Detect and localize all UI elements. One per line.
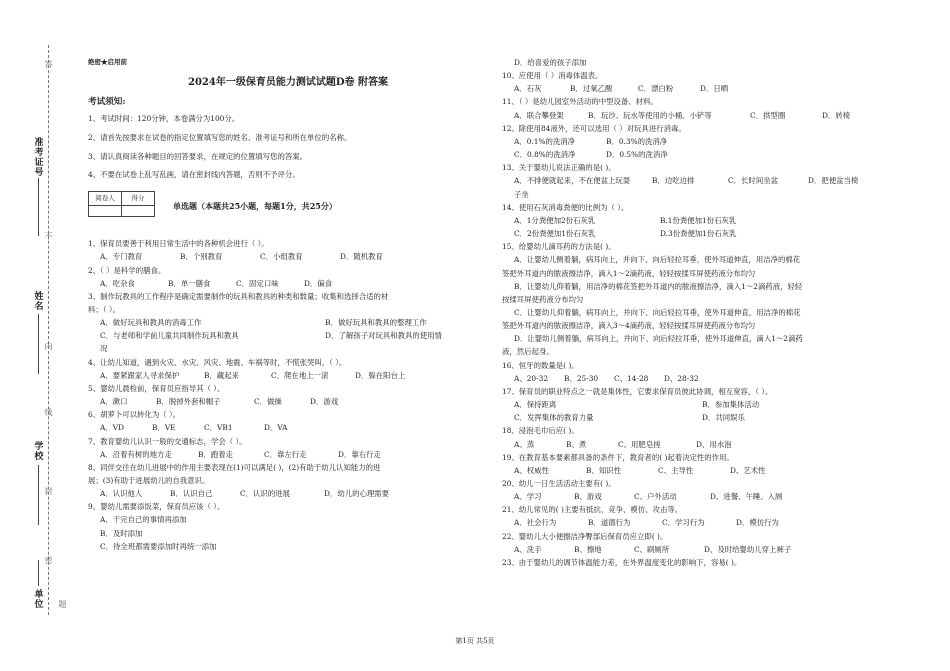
answer-option: B．道德行为 [588,518,631,528]
school-blank [38,465,39,525]
answer-option: D．VA [264,423,288,433]
answer-text: 况 [100,344,108,354]
question-text: 23、由于婴幼儿的调节体温能力差，在外界温度变化的影响下，容易( )。 [502,557,742,567]
answer-options [502,490,922,503]
secret-mark: 绝密★启用前 [88,58,127,66]
seal-mark: 密 [44,556,53,565]
score-cell [122,206,155,217]
name-blank [38,314,39,374]
question-text: 21、幼儿常见的( )主要有抵抗、竞争、模仿、攻击等。 [502,505,683,515]
answer-option: D、及时给婴幼儿穿上裤子 [704,544,792,554]
answer-option: D.3份粪便加1份石灰乳 [660,229,737,239]
question-text: 18、浸泡毛巾后应( )。 [502,426,579,436]
answer-option: D．躲在阳台上 [355,370,406,380]
binding-margin [0,0,75,671]
answer-option: D．靠右行走 [338,449,381,459]
answer-option: C．长时间坐盆 [728,176,778,186]
question-text: 料；（ ）。 [88,304,120,314]
grader-header: 阅卷人 [89,192,122,206]
score-table [88,191,155,217]
answer-option: C．与老师和学前儿童共同制作玩具和教具 [100,331,239,341]
answer-option: A．漱口 [100,397,128,407]
answer-option: C．0.8%的洗消净 [514,150,576,160]
answer-options [502,135,922,148]
answer-text: C．让婴幼儿仰着躺，病耳向上，并向下、向后轻拉耳垂，使外耳道伸直，用洁净的棉花 [514,307,801,317]
answer-options [88,316,488,329]
seal-mark: 题 [58,600,67,609]
answer-option: C、户外活动 [634,492,677,502]
question-text: 液，然后起身。 [502,347,554,357]
exam-number-blank [38,178,39,236]
answer-option: D、28-32 [664,373,699,383]
answer-option: B、擦地 [574,544,602,554]
answer-option: C．发挥集体的教育力量 [514,413,594,423]
answer-option: D．偏食 [304,278,333,288]
answer-option: A．保持距离 [514,400,557,410]
answer-text: D．让婴幼儿侧着躺，病耳向上，并向下、向后轻拉耳垂，使外耳道伸直，滴入1～2滴药 [514,334,803,344]
question-text: 12、除使用84液外，还可以选用（ ）对玩具进行消毒。 [502,123,686,133]
answer-options [502,543,922,556]
answer-option: B．藏起来 [204,370,239,380]
answer-option: C．VB1 [204,423,233,433]
answer-option: B、煮 [566,439,587,449]
answer-option: D．共同娱乐 [702,413,745,423]
answer-option: C．小组教育 [260,252,303,262]
question-text: 签把外耳道内的脓液擦洁净，滴入3～4滴药液，轻轻按揉耳屏使药液分布均匀 [502,321,756,331]
question-text: 17、保育员的职业特点之一就是集体性，它要求保育员彼此协调，相互宽容，（ ）。 [502,386,773,396]
answer-option: A、权威性 [514,465,549,475]
answer-option: D．随机教育 [340,252,383,262]
right-questions [502,56,922,569]
question-text: 19、在教育基本要素都具备的条件下，教育者的( )起着决定性的作用。 [502,452,734,462]
answer-options [88,421,488,434]
answer-option: D．日晒 [700,84,729,94]
answer-option: C．漂白粉 [638,84,674,94]
answer-option: B．边吃边排 [652,176,695,186]
answer-option: C．做操 [254,397,282,407]
answer-option: A、洗手 [514,544,542,554]
answer-option: C、主导性 [658,465,694,475]
instruction: 4、不要在试卷上乱写乱画，请在密封线内答题，否则不予评分。 [88,170,300,180]
page-title: 2024年一级保育员能力测试试题D卷 附答案 [188,77,388,88]
answer-option: B．做好玩具和教具的整理工作 [325,318,427,328]
answer-option: D．幼儿的心理需要 [324,489,390,499]
question-text: 7、教育婴幼儿认识一般的交通标志，学会（ ）。 [88,436,247,446]
answer-option: A．联合攀登架 [514,110,564,120]
question-text: 16、恒牙的数量是( )。 [502,360,579,370]
seal-mark: 线 [44,408,53,417]
seal-mark: 内 [44,342,53,351]
answer-options [88,369,488,382]
answer-text: A．干完自己的事情再添加 [100,515,187,525]
answer-option: D、用水泡 [696,439,732,449]
answer-options [502,148,922,161]
answer-option: B、游戏 [574,492,602,502]
answer-option: A．社会行为 [514,518,557,528]
answer-options [88,448,488,461]
answer-options [502,411,922,424]
answer-options [88,277,488,290]
answer-options [502,516,922,529]
unit-label: 单位 [34,590,44,610]
answer-option: D．把便盆当椅 [808,176,859,186]
answer-text: D．给喜爱的孩子添加 [514,58,587,67]
answer-option: A、蒸 [514,439,535,449]
question-text: 10、应使用（ ）消毒体温表。 [502,71,603,81]
answer-options [88,329,488,342]
question-text: 8、同伴交往在幼儿进展中的作用主要表现在(1)可以满足( )，(2)有助于幼儿认知能力的进 [88,462,381,472]
question-text: 15、给婴幼儿滴耳药的方法是( )。 [502,242,616,252]
seal-line [48,45,49,615]
seal-mark: 不 [44,232,53,241]
answer-option: B．0.3%的洗消净 [606,136,668,146]
question-text: 20、幼儿一日生活活动主要有( )。 [502,479,616,488]
answer-option: A．沿着有树的地方走 [100,449,172,459]
grader-cell [89,206,122,217]
answer-option: A．VD [100,423,124,433]
answer-option: A．不排便就起来，不在便盆上玩耍 [514,176,631,186]
right-column [502,56,922,569]
section-title: 单选题（本题共25小题，每题1分，共25分） [173,201,337,212]
answer-option: D．游戏 [310,397,339,407]
answer-option: B．认识自己 [170,489,213,499]
answer-option: B、25-30 [564,373,599,383]
answer-option: C．固定口味 [236,278,279,288]
answer-options [502,398,922,411]
answer-text: B．让婴幼儿仰着躺，用洁净的棉花签把外耳道内的脓液擦洁净，滴入1～2滴药液，轻轻 [514,281,803,291]
answer-option: C．爬在地上一滚 [271,370,329,380]
score-header: 得分 [122,192,155,206]
question-text: 13、关于婴幼儿说法正确的是( )。 [502,163,616,173]
answer-option: C．2份粪便加1份石灰乳 [514,229,596,239]
instruction: 1、考试时间：120分钟，本卷满分为100分。 [88,114,240,123]
seal-mark: 封 [44,487,53,496]
answer-options [502,372,922,385]
answer-options [88,250,488,263]
instruction: 2、请首先按要求在试卷的指定位置填写您的姓名、准考证号和所在单位的名称。 [88,132,352,142]
answer-options [502,227,922,240]
answer-option: D．了解孩子对玩具和教具的使用情 [325,331,442,341]
answer-options [502,464,922,477]
seal-mark: 答 [44,60,53,69]
answer-options [88,487,488,500]
answer-option: B．过氧乙酸 [570,84,613,94]
name-label: 姓名 [34,292,44,312]
question-text: 6、胡萝卜可以转化为（ ）。 [88,410,181,420]
answer-options [88,395,488,408]
answer-option: D、艺术性 [730,465,766,475]
answer-option: A、20-32 [514,373,549,383]
instruction: 3、请认真阅读各种题目的回答要求，在规定的位置填写您的答案。 [88,151,308,161]
answer-option: A．专门教育 [100,252,143,262]
exam-number-label: 准考证号 [34,138,44,178]
answer-option: B．跑着走 [198,449,233,459]
question-text: 2、（ ）是科学的膳食。 [88,265,166,275]
answer-option: B．参加集体活动 [702,400,760,410]
answer-options [502,82,922,95]
answer-option: D、进餐、午睡、入厕 [710,492,783,502]
answer-option: B、知识性 [586,465,621,475]
answer-option: D．0.5%的洗消净 [606,150,668,160]
question-text: 3、制作玩教具的工作程序是确定需要制作的玩具和教具的种类和数量；收集和选择合适的材 [88,291,389,301]
answer-options [502,214,922,227]
answer-options [502,109,922,122]
answer-option: A．石灰 [514,84,542,94]
question-text: 1、保育员要善于利用日常生活中的各种机会进行（ ）。 [88,239,269,249]
answer-option: C、14-28 [614,373,649,383]
answer-option: B．VE [152,423,176,433]
answer-option: B．玩沙、玩水等使用的小桶、小铲等 [588,110,712,120]
answer-option: A．认识他人 [100,489,143,499]
answer-text: B．及时添加 [100,528,143,538]
answer-option: C、刷厕所 [634,544,670,554]
answer-option: C．拱型圈 [750,110,786,120]
answer-option: B．个别教育 [180,252,223,262]
unit-blank [38,560,39,586]
answer-option: A．0.1%的洗消净 [514,136,576,146]
answer-option: C．学习行为 [662,518,705,528]
left-column [88,56,488,553]
answer-option: A．1分粪便加2份石灰乳 [514,215,596,225]
question-text: 按揉耳屏使药液分布均匀 [502,294,584,304]
page-footer: 第1页 共5页 [455,637,495,645]
answer-option: D．转椅 [822,110,851,120]
score-row [88,187,488,217]
question-text: 9、婴幼儿需要添饭菜，保育员应该（ ）。 [88,502,225,512]
answer-text: A．让婴幼儿侧着躺，病耳向上，并向下、向后轻拉耳垂，使外耳道伸直，用洁净的棉花 [514,255,801,265]
answer-option: A．要紧跟家人寻求保护 [100,370,180,380]
answer-option: C．靠左行走 [264,449,307,459]
question-text: 11、（ ）是幼儿园室外活动的中型设备、材料。 [502,97,658,107]
answer-text: 子坐 [514,189,529,199]
answer-option: D．模仿行为 [736,518,779,528]
notice-heading: 考试须知: [88,97,126,107]
question-text: 展；(3)有助于进展幼儿的自我意识。 [88,476,210,485]
left-questions [88,237,488,553]
school-label: 学校 [34,442,44,462]
answer-option: B.1份粪便加1份石灰乳 [660,215,737,225]
question-text: 签把外耳道内的脓液擦洁净，滴入1～2滴药液，轻轻按揉耳屏使药液分布均匀 [502,268,756,278]
answer-option: A．做好玩具和教具的消毒工作 [100,318,202,328]
answer-option: C．认识的进展 [240,489,290,499]
answer-options [502,174,922,187]
answer-option: A、学习 [514,492,542,502]
question-text: 5、婴幼儿晨检前，保育员应指导其（ ）。 [88,383,225,393]
answer-option: B．单一膳食 [168,278,211,288]
question-text: 4、让幼儿知道，遇到火灾、水灾、风灾、地震、车祸等时，不慌张哭叫，（ ）。 [88,357,347,367]
answer-options [502,438,922,451]
question-text: 22、婴幼儿大小便擦洁净臀部后保育员应立即( )。 [502,531,668,541]
answer-option: B．脱掉外套和帽子 [156,397,221,407]
answer-option: A．吃杂食 [100,278,135,288]
question-text: 14、使用石灰消毒粪便的比例为（ ）。 [502,202,629,212]
answer-option: C、用肥皂搓 [618,439,661,449]
answer-text: C．待全班都需要添加时再统一添加 [100,541,217,551]
